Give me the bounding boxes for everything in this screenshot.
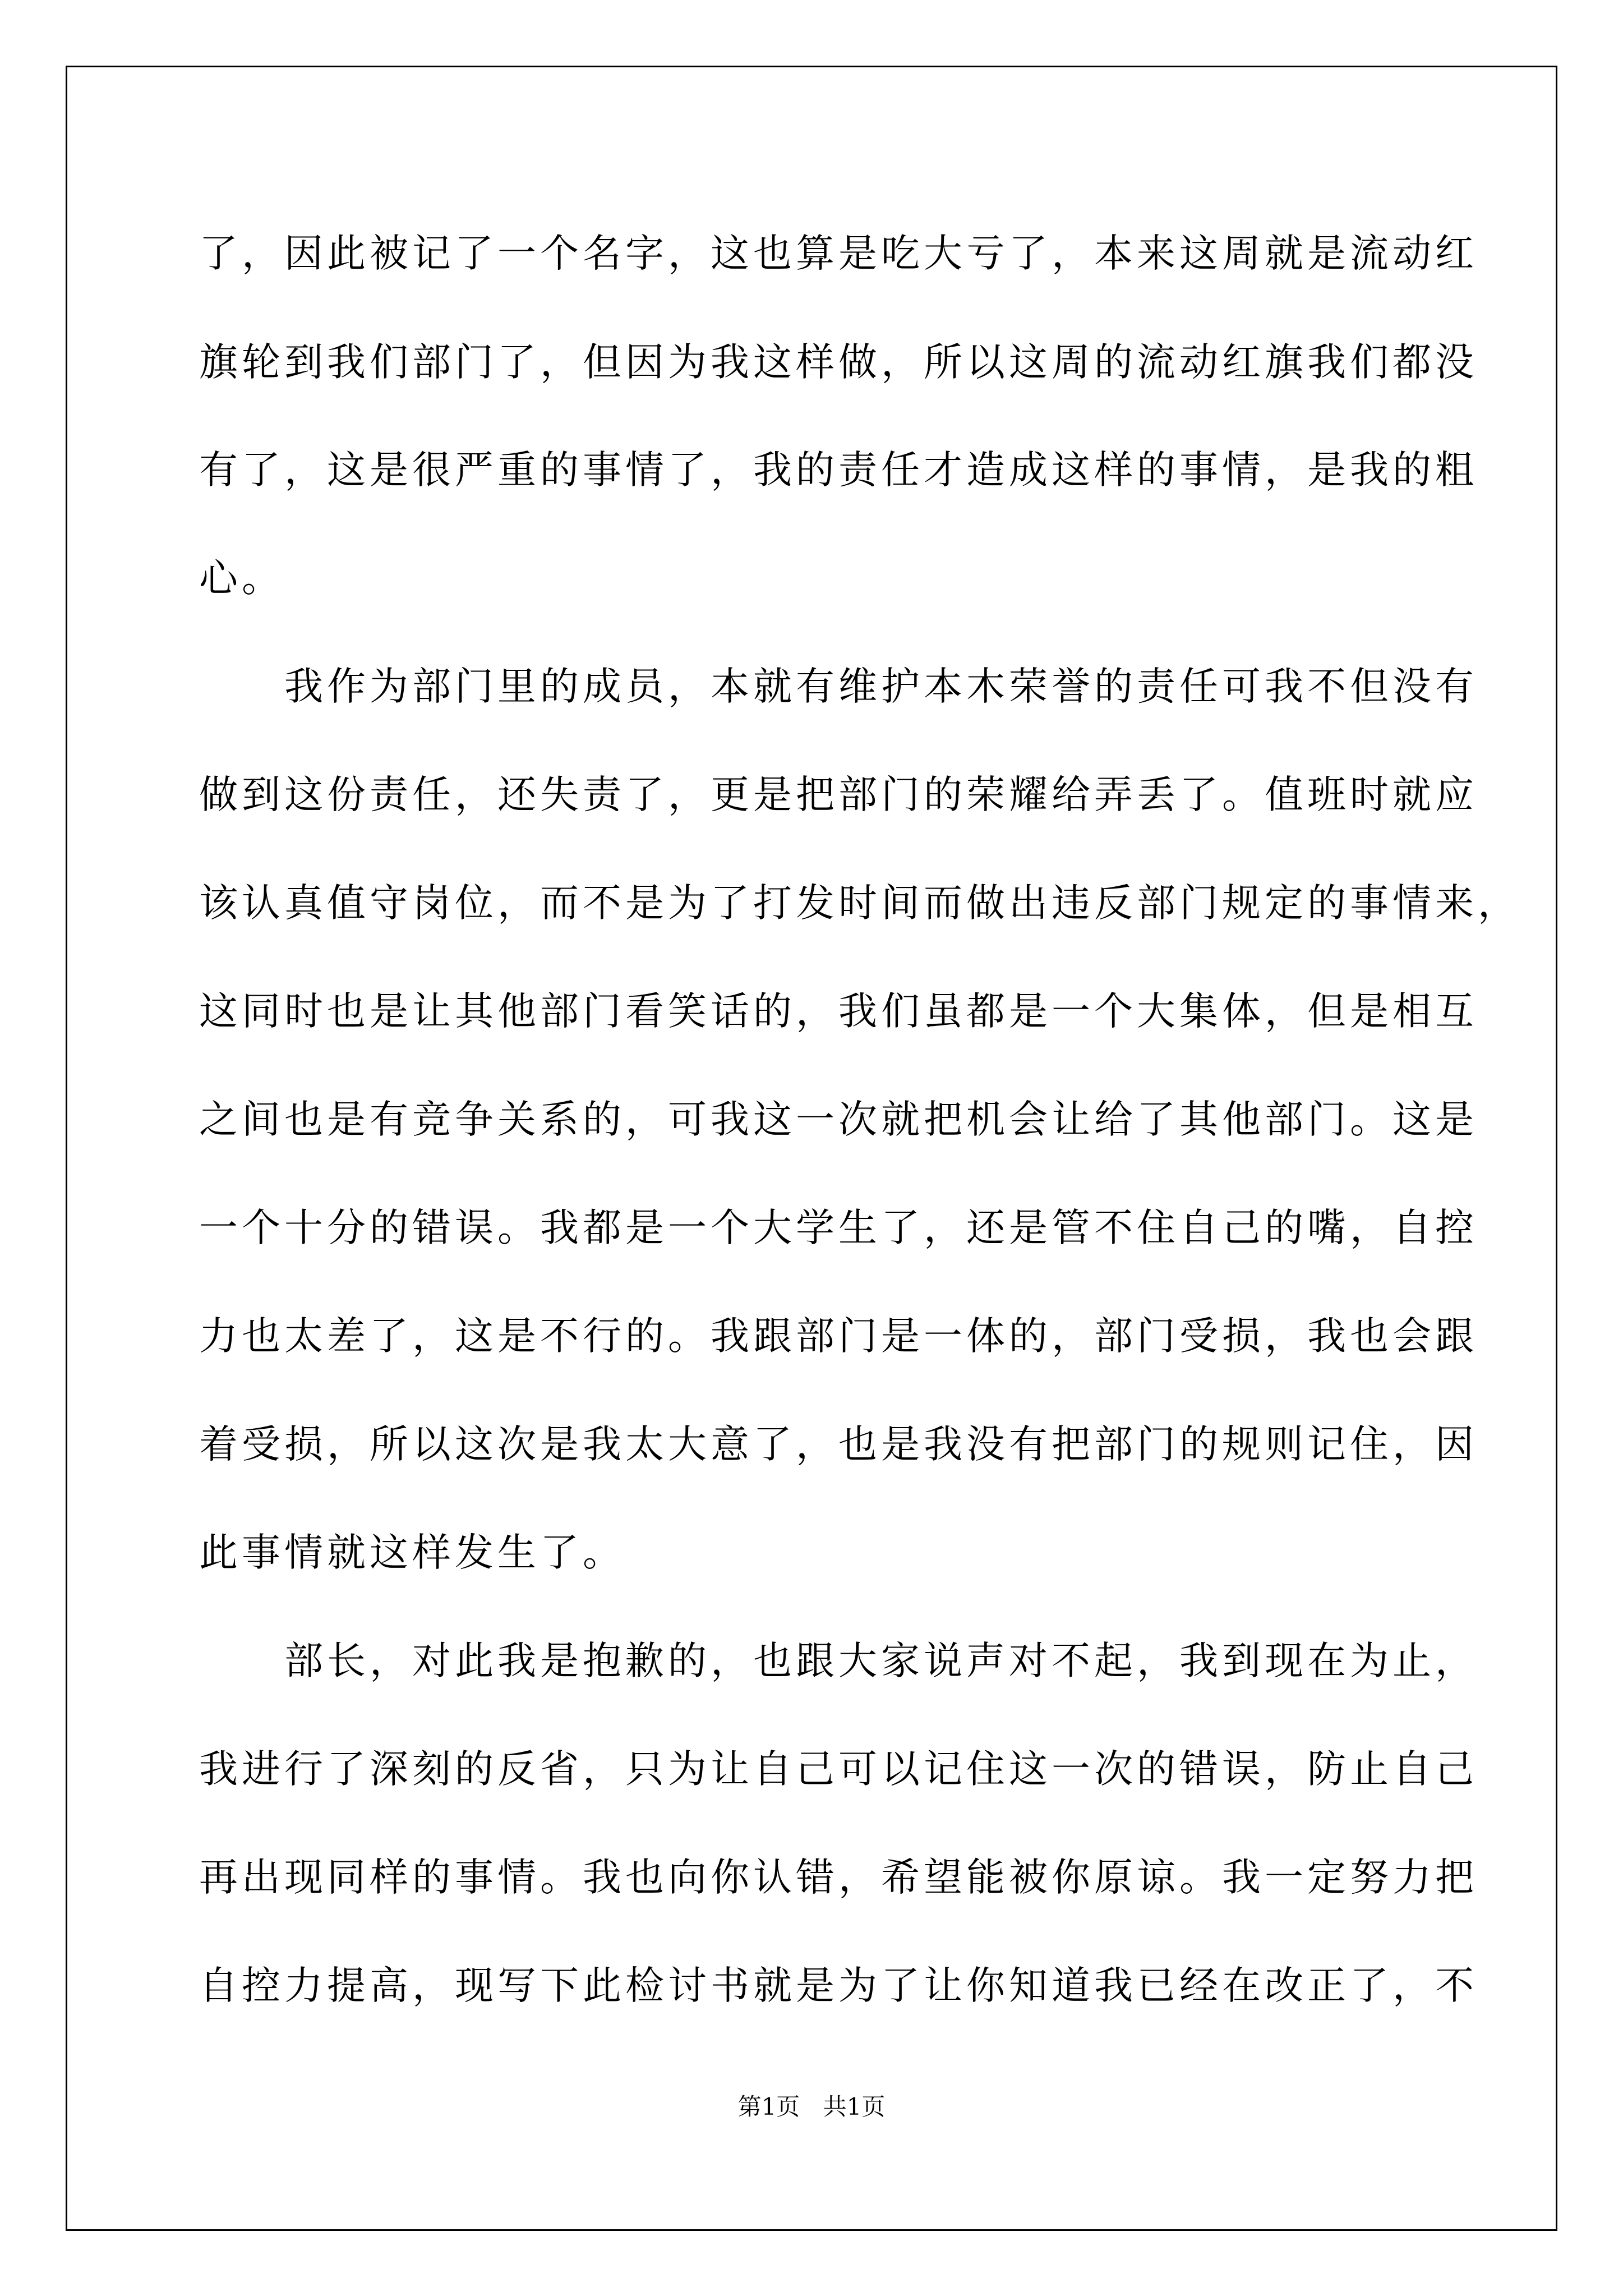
text-line: 了，因此被记了一个名字，这也算是吃大亏了，本来这周就是流动红 [199, 231, 1478, 276]
text-line: 做到这份责任，还失责了，更是把部门的荣耀给弄丢了。值班时就应 [199, 772, 1478, 817]
page-number: 第1页 [737, 2093, 800, 2120]
text-line: 心。 [199, 556, 284, 601]
text-line: 这同时也是让其他部门看笑话的，我们虽都是一个大集体，但是相互 [199, 989, 1478, 1034]
text-line: 再出现同样的事情。我也向你认错，希望能被你原谅。我一定努力把 [199, 1855, 1478, 1900]
text-line: 部长，对此我是抱歉的，也跟大家说声对不起，我到现在为止， [199, 1639, 1478, 1683]
text-line: 旗轮到我们部门了，但因为我这样做，所以这周的流动红旗我们都没 [199, 340, 1478, 385]
page-footer [0, 2095, 1623, 2119]
text-line: 自控力提高，现写下此检讨书就是为了让你知道我已经在改正了，不 [199, 1963, 1478, 2008]
text-line: 一个十分的错误。我都是一个大学生了，还是管不住自己的嘴，自控 [199, 1205, 1478, 1250]
text-line: 我作为部门里的成员，本就有维护本木荣誉的责任可我不但没有 [199, 664, 1478, 709]
text-line: 之间也是有竞争关系的，可我这一次就把机会让给了其他部门。这是 [199, 1097, 1478, 1142]
text-line: 此事情就这样发生了。 [199, 1530, 625, 1575]
text-line: 有了，这是很严重的事情了，我的责任才造成这样的事情，是我的粗 [199, 448, 1478, 493]
page-total: 共1页 [823, 2093, 886, 2120]
text-line: 我进行了深刻的反省，只为让自己可以记住这一次的错误，防止自己 [199, 1747, 1478, 1792]
text-line: 着受损，所以这次是我太大意了，也是我没有把部门的规则记住，因 [199, 1422, 1478, 1467]
text-line: 力也太差了，这是不行的。我跟部门是一体的，部门受损，我也会跟 [199, 1314, 1478, 1359]
page-border [66, 66, 1557, 2231]
text-line: 该认真值守岗位，而不是为了打发时间而做出违反部门规定的事情来， [199, 881, 1520, 926]
